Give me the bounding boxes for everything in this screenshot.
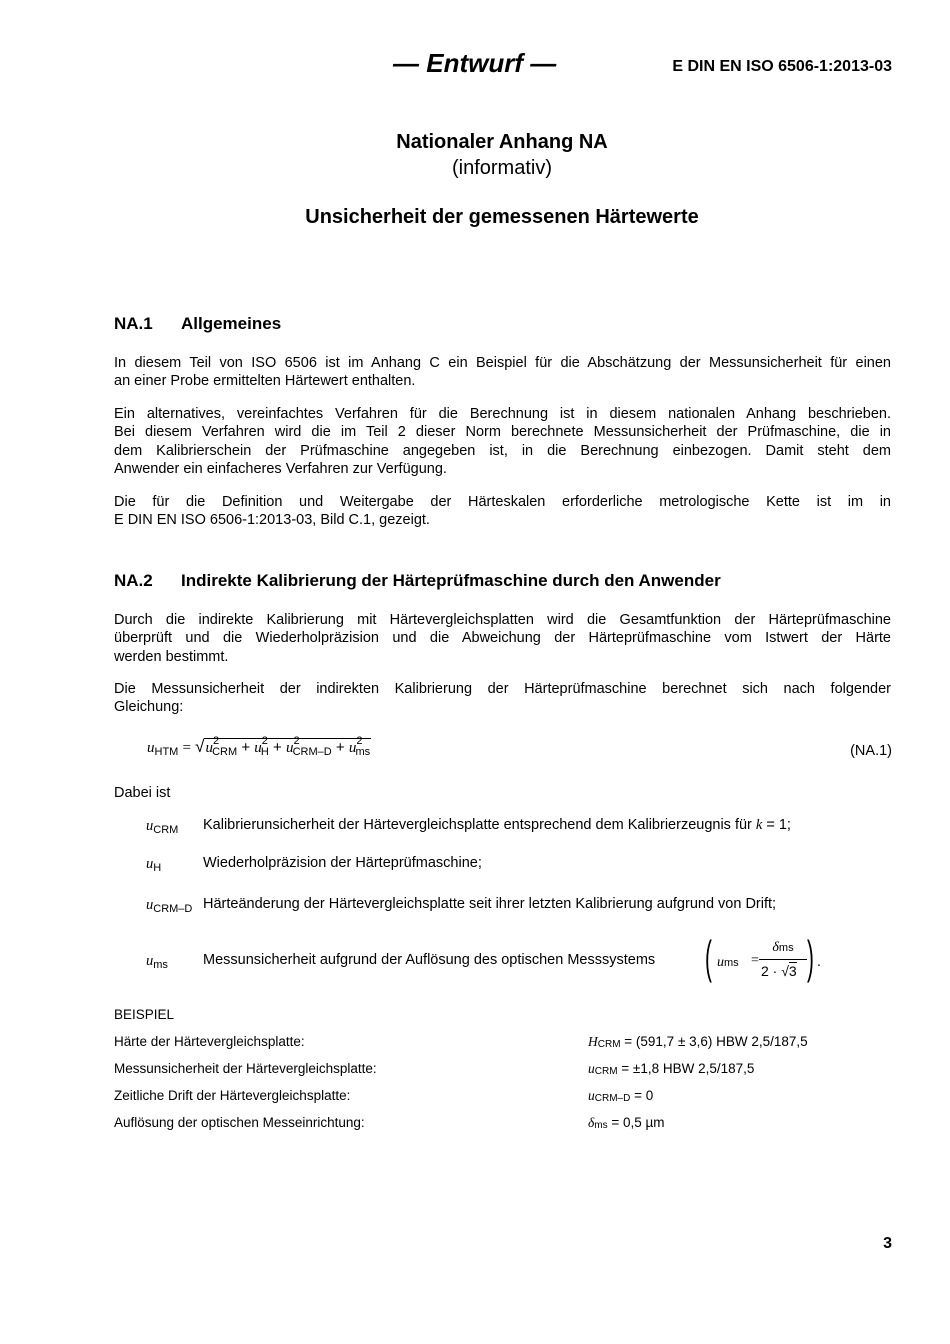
section-number: NA.1: [114, 314, 153, 333]
subscript: H: [260, 746, 269, 758]
value-text: = (591,7 ± 3,6) HBW 2,5/187,5: [620, 1034, 808, 1049]
text-line: überprüft und die Wiederholpräzision und die Abweichung der Härteprüfmaschine vom Istwert der Härte: [114, 630, 891, 647]
subscript: ms: [724, 957, 739, 969]
math-symbol: u: [146, 953, 154, 969]
math-symbol: k: [755, 817, 763, 833]
subscript: ms: [594, 1120, 608, 1131]
math-symbol: u: [147, 740, 155, 756]
subscript: H: [153, 862, 162, 874]
equation-na1: [147, 737, 371, 757]
math-symbol: u: [146, 818, 154, 834]
section-title: Allgemeines: [181, 314, 282, 333]
def-symbol: [146, 953, 168, 970]
example-row-label: Härte der Härtevergleichsplatte:: [114, 1034, 305, 1049]
paragraph: [114, 405, 891, 478]
example-row-value: [588, 1061, 754, 1077]
text-line: Anwender ein einfacheres Verfahren zur Verfügung.: [114, 460, 447, 477]
plus-sign: +: [335, 739, 345, 756]
section-number: NA.2: [114, 571, 153, 590]
superscript: 2: [261, 735, 268, 747]
subscript: ms: [153, 959, 168, 971]
subscript: CRM: [153, 824, 179, 836]
paragraph: [114, 680, 891, 717]
def-symbol: [146, 818, 178, 835]
value-text: = 0,5 µm: [607, 1115, 665, 1130]
example-row-value: [588, 1115, 665, 1131]
math-symbol: u: [146, 856, 154, 872]
equals-sign: [751, 953, 759, 969]
math-symbol: u: [254, 740, 262, 756]
plus-sign: +: [273, 739, 282, 756]
math-symbol: u: [348, 740, 357, 756]
text-line: Ein alternatives, vereinfachtes Verfahren für die Berechnung ist in diesem nationalen Anhang beschrieben.: [114, 406, 891, 422]
superscript: 2: [356, 735, 363, 747]
text-line: Durch die indirekte Kalibrierung mit Härtevergleichsplatten wird die Gesamtfunktion der Härteprüfmaschine: [114, 612, 891, 628]
denominator-factor: 2 ·: [761, 963, 778, 979]
left-paren-icon: (: [705, 931, 712, 983]
where-label: Dabei ist: [114, 785, 171, 801]
value-text: = ±1,8 HBW 2,5/187,5: [617, 1061, 755, 1076]
subscript: HTM: [154, 746, 179, 758]
subscript: CRM: [597, 1039, 621, 1050]
text-line: Bei diesem Verfahren wird die im Teil 2 dieser Norm berechnete Messunsicherheit der Prüfmaschine, die in: [114, 424, 891, 441]
annex-title: Nationaler Anhang NA: [396, 131, 608, 153]
subscript: ms: [778, 942, 794, 954]
fraction-bar: [759, 959, 807, 960]
def-text-main: Kalibrierunsicherheit der Härtevergleichsplatte entsprechend dem Kalibrierzeugnis für: [203, 817, 752, 833]
formula-period: .: [817, 953, 821, 969]
def-text: Wiederholpräzision der Härteprüfmaschine;: [203, 855, 482, 871]
math-symbol: u: [588, 1061, 595, 1076]
sqrt-icon: √: [195, 737, 205, 756]
def-text-tail: = 1;: [766, 817, 791, 833]
equation-number: (NA.1): [850, 743, 892, 759]
math-symbol: u: [717, 955, 724, 970]
math-symbol: u: [205, 740, 213, 756]
text-line: Die Messunsicherheit der indirekten Kalibrierung der Härteprüfmaschine berechnet sich nach folgender: [114, 681, 891, 697]
paragraph: [114, 493, 891, 530]
page-number: 3: [883, 1235, 892, 1252]
draft-label: — Entwurf —: [393, 48, 557, 78]
subscript: CRM–D: [292, 746, 332, 758]
example-row-value: [588, 1088, 653, 1104]
def-text: Härteänderung der Härtevergleichsplatte seit ihrer letzten Kalibrierung aufgrund von Drift;: [203, 896, 777, 912]
root-value: 3: [788, 963, 797, 979]
subscript: CRM: [594, 1066, 618, 1077]
text-line: E DIN EN ISO 6506-1:2013-03, Bild C.1, gezeigt.: [114, 512, 430, 529]
section-heading-na1: [114, 314, 281, 334]
superscript: 2: [212, 735, 220, 747]
fraction-numerator: [761, 938, 805, 956]
text-line: Gleichung:: [114, 699, 184, 716]
sqrt-icon: √: [781, 963, 789, 979]
example-row-value: [588, 1034, 808, 1050]
subscript: ms: [355, 746, 371, 758]
radicand: [204, 735, 371, 758]
example-row-label: Auflösung der optischen Messeinrichtung:: [114, 1115, 365, 1130]
def-text: Messunsicherheit aufgrund der Auflösung des optischen Messsystems: [203, 952, 656, 968]
text-line: werden bestimmt.: [114, 648, 229, 665]
superscript: 2: [293, 735, 300, 747]
def-symbol: [146, 856, 161, 873]
text-line: an einer Probe ermittelten Härtewert enthalten.: [114, 373, 416, 390]
example-row-label: Messunsicherheit der Härtevergleichsplatte:: [114, 1061, 377, 1076]
document-id: E DIN EN ISO 6506-1:2013-03: [672, 58, 892, 75]
right-paren-icon: ): [807, 931, 814, 983]
value-text: = 0: [630, 1088, 654, 1103]
annex-main-title: Unsicherheit der gemessenen Härtewerte: [305, 206, 699, 228]
section-title: Indirekte Kalibrierung der Härteprüfmaschine durch den Anwender: [181, 571, 721, 590]
ms-lhs: [717, 953, 739, 971]
math-symbol: δ: [588, 1115, 595, 1130]
def-symbol: [146, 897, 192, 914]
def-text: [203, 817, 791, 834]
text-line: dem Kalibrierschein der Prüfmaschine angegeben ist, in die Berechnung einbezogen. Damit steht dem: [114, 442, 891, 459]
example-row-label: Zeitliche Drift der Härtevergleichsplatte:: [114, 1088, 351, 1103]
text-line: Die für die Definition und Weitergabe der Härteskalen erforderliche metrologische Kette ist im in: [114, 494, 891, 510]
math-symbol: δ: [772, 940, 779, 955]
equals-text: =: [751, 953, 759, 968]
math-symbol: u: [146, 897, 154, 913]
paragraph: [114, 354, 891, 391]
fraction-denominator: [761, 963, 809, 979]
plus-sign: +: [241, 739, 251, 756]
subscript: CRM–D: [594, 1093, 631, 1104]
math-symbol: u: [285, 740, 294, 756]
paragraph: [114, 611, 891, 666]
equals-sign: =: [182, 740, 191, 756]
subscript: CRM: [212, 746, 238, 758]
section-heading-na2: [114, 571, 721, 591]
subscript: CRM–D: [153, 903, 193, 915]
text-line: In diesem Teil von ISO 6506 ist im Anhang C ein Beispiel für die Abschätzung der Messunsicherheit für einen: [114, 355, 891, 371]
math-symbol: H: [588, 1034, 598, 1049]
annex-subtitle: (informativ): [451, 157, 552, 179]
math-symbol: u: [588, 1088, 595, 1103]
example-label: BEISPIEL: [114, 1007, 175, 1022]
